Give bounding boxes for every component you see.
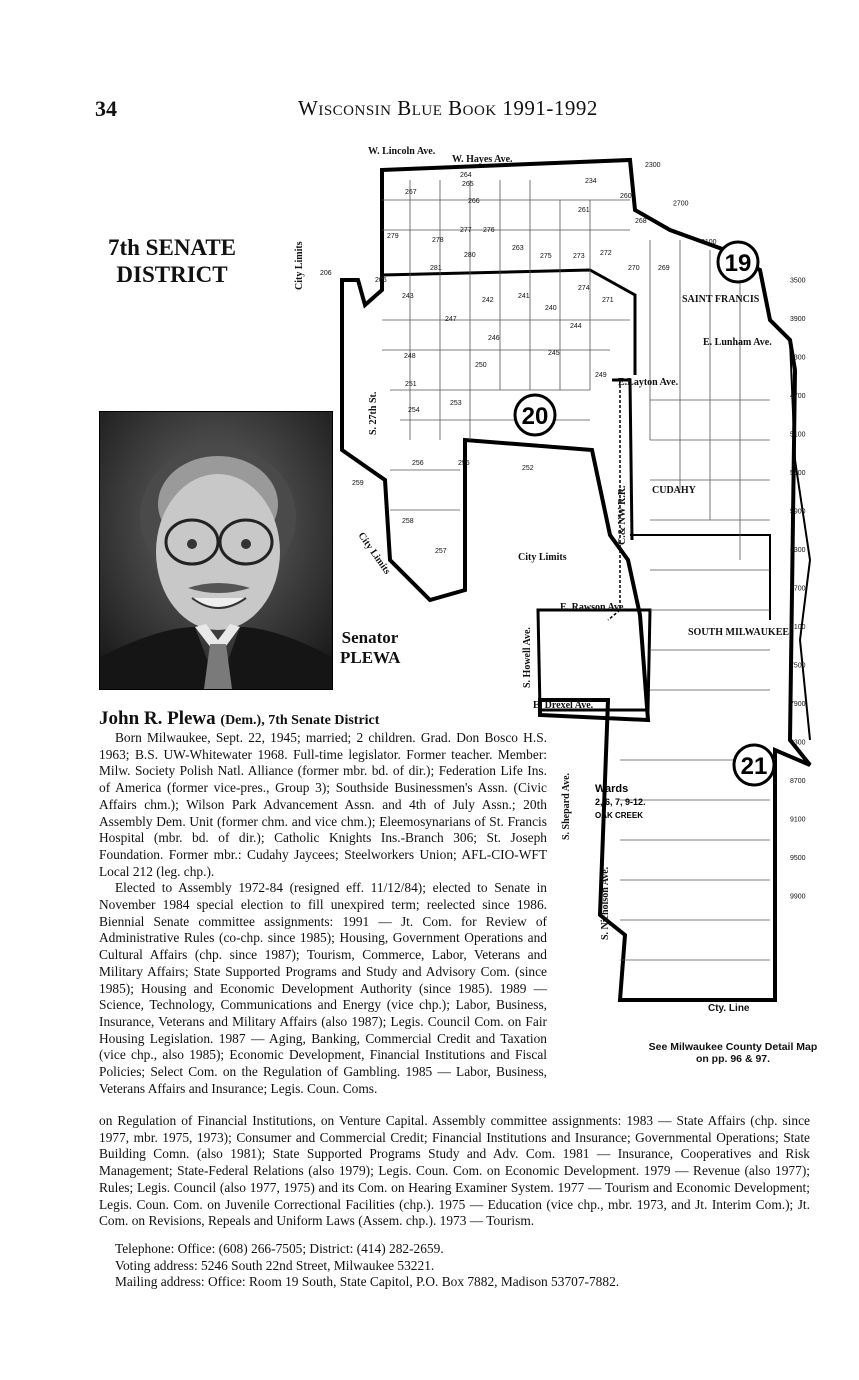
ward-number: 265 xyxy=(462,181,474,188)
street-label: S. 27th St. xyxy=(368,391,379,435)
grid-number: 3100 xyxy=(701,239,717,246)
city-line-label: Cty. Line xyxy=(708,1003,750,1014)
ward-number: 280 xyxy=(464,252,476,259)
street-label: W. Hayes Ave. xyxy=(452,154,513,165)
place-label: SOUTH MILWAUKEE xyxy=(688,627,790,638)
ward-number: 272 xyxy=(600,250,612,257)
ward-number: 264 xyxy=(460,172,472,179)
street-label: S. Howell Ave. xyxy=(522,627,533,688)
ward-number: 248 xyxy=(404,353,416,360)
voting-address: Voting address: 5246 South 22nd Street, Milwaukee 53221. xyxy=(115,1257,435,1273)
ward-number: 234 xyxy=(585,178,597,185)
ward-number: 252 xyxy=(522,465,534,472)
ward-number: 258 xyxy=(402,518,414,525)
grid-number: 9900 xyxy=(790,893,806,901)
ward-number: 253 xyxy=(450,400,462,407)
contact-info xyxy=(99,1241,810,1291)
ward-number: 260 xyxy=(620,193,632,200)
ward-number: 274 xyxy=(578,285,590,292)
ward-number: 273 xyxy=(573,253,585,260)
ward-number: 256 xyxy=(412,460,424,467)
ward-number: 281 xyxy=(430,265,442,272)
street-label: City Limits xyxy=(518,552,567,563)
ward-number: 279 xyxy=(387,233,399,240)
ward-number: 251 xyxy=(405,381,417,388)
street-label: E.Layton Ave. xyxy=(618,377,679,388)
street-label: S. Shepard Ave. xyxy=(561,772,572,840)
ward-number: 277 xyxy=(460,227,472,234)
ward-number: 244 xyxy=(570,323,582,330)
photo-caption-line1: Senator xyxy=(341,628,399,647)
grid-number: 4300 xyxy=(790,354,806,362)
place-label: CUDAHY xyxy=(652,485,696,496)
senator-name: John R. Plewa xyxy=(99,708,216,729)
bio-paragraph: Elected to Assembly 1972-84 (resigned eff. 11/12/84); elected to Senate in November 1984 special election to fill unexpired term; reelected since 1986. Biennial Senate committee assignments: 1991 — Jt. Com. for Review of Administrative Rules (co-chp. since 1985); Housing, Government Operations and Cultural Affairs (chp. since 1987); Tourism, Commerce, Labor, Veterans and Military Affairs; State Supported Programs and Study and Advisory Com. (since 1985); Housing and Economic Development Authority (since 1985). 1989 — Science, Technology, Communications and Energy (vice chp.); Labor, Business, Insurance, Veterans and Military Affairs (also 1987); Legis. Council Com. on Fair Housing Legislation. 1987 — Aging, Banking, Commercial Credit and Taxation (vice chp., also 1985); Economic Development, Financial Institutions and Fiscal Policies; Select Com. on the Regulation of Gambling. 1985 — Labor, Business, Veterans Affairs and Insurance; Legis. Coun. Coms. xyxy=(99,880,547,1096)
wards-place: OAK CREEK xyxy=(595,811,644,820)
street-label: City Limits xyxy=(355,530,393,577)
district-19-number: 19 xyxy=(724,250,752,277)
map-reference-note: See Milwaukee County Detail Map on pp. 96 & 97. xyxy=(648,1041,818,1065)
grid-number: 8700 xyxy=(790,778,806,785)
grid-number: 7500 xyxy=(790,662,806,670)
grid-number: 7100 xyxy=(790,624,806,631)
street-label: E. Lunham Ave. xyxy=(703,337,772,348)
street-label: W. Lincoln Ave. xyxy=(368,146,436,157)
ward-number: 247 xyxy=(445,316,457,323)
ward-number: 250 xyxy=(475,362,487,369)
street-label: City Limits xyxy=(294,241,305,290)
senator-name-heading xyxy=(99,708,379,730)
ward-number: 269 xyxy=(658,265,670,272)
grid-number: 5100 xyxy=(790,431,806,439)
bio-continuation xyxy=(99,1113,810,1230)
street-label: E. Drexel Ave. xyxy=(533,700,594,711)
ward-number: 249 xyxy=(595,372,607,379)
ward-number: 263 xyxy=(512,245,524,252)
ward-number: 276 xyxy=(483,227,495,234)
district-title-line1: 7th SENATE xyxy=(107,235,237,260)
wards-legend xyxy=(595,783,646,820)
ward-number: 275 xyxy=(540,253,552,260)
street-label: S. Nicholson Ave. xyxy=(600,866,611,940)
grid-number: 6700 xyxy=(790,585,806,593)
street-label: E. Rawson Ave. xyxy=(560,602,626,613)
bio-column xyxy=(99,730,547,1097)
bio-paragraph: Born Milwaukee, Sept. 22, 1945; married; 2 children. Grad. Don Bosco H.S. 1963; B.S. UW-Whitewater 1968. Full-time legislator. Former teacher. Member: Milw. Society Polish Natl. Alliance (former mbr. bd. of dir.); Federation Life Ins. of America (former vice-pres., Group 3); Southside Businessmen's Assn. (Civic Affairs chm.); Wilson Park Advancement Assn. and 4th of July Assn.; 20th Assembly Dem. Unit (former chm. and vice chm.); Eleemosynarians of St. Francis Hospital (mbr. bd. of dir.); Catholic Knights Ins.-Branch 306; St. Joseph Foundation. Former mbr.: Cudahy Jaycees; Steelworkers Union; AFL-CIO-WFT Local 212 (leg. chp.). xyxy=(99,730,547,879)
district-title xyxy=(97,234,247,288)
district-21-number: 21 xyxy=(740,753,768,780)
district-marker-20 xyxy=(515,395,555,435)
grid-number: 5900 xyxy=(790,508,806,516)
grid-number: 8300 xyxy=(790,739,806,747)
book-title: Wisconsin Blue Book 1991-1992 xyxy=(298,96,598,120)
district-marker-19 xyxy=(718,242,758,282)
grid-number: 2300 xyxy=(645,162,661,169)
district-marker-21 xyxy=(734,745,774,785)
photo-caption-line2: PLEWA xyxy=(340,648,401,667)
ward-number: 245 xyxy=(548,350,560,357)
grid-number: 2700 xyxy=(673,200,689,208)
page-number: 34 xyxy=(95,96,117,121)
ward-number: 259 xyxy=(352,480,364,487)
grid-number: 4700 xyxy=(790,393,806,400)
grid-number: 6300 xyxy=(790,547,806,554)
ward-number: 254 xyxy=(408,407,420,414)
grid-number: 5500 xyxy=(790,470,806,477)
wards-list: 2, 6, 7, 9-12. xyxy=(595,797,646,807)
ward-number: 206 xyxy=(320,270,332,277)
telephone: Telephone: Office: (608) 266-7505; District: (414) 282-2659. xyxy=(115,1241,444,1256)
ward-number: 257 xyxy=(435,548,447,555)
street-label: C.& NW R.R. xyxy=(617,485,628,545)
grid-number: 7900 xyxy=(790,701,806,708)
ward-number: 242 xyxy=(482,297,494,304)
grid-number: 3500 xyxy=(790,277,806,285)
ward-number: 243 xyxy=(402,293,414,300)
ward-number: 246 xyxy=(488,335,500,342)
ward-number: 205 xyxy=(375,277,387,284)
place-label: SAINT FRANCIS xyxy=(682,294,760,305)
ward-number: 261 xyxy=(578,207,590,214)
grid-number: 3900 xyxy=(790,316,806,323)
ward-number: 240 xyxy=(545,305,557,312)
ward-number: 270 xyxy=(628,265,640,272)
ward-number: 255 xyxy=(458,460,470,467)
grid-number: 9500 xyxy=(790,855,806,862)
district-20-number: 20 xyxy=(521,403,549,430)
ward-number: 278 xyxy=(432,237,444,244)
ward-number: 266 xyxy=(468,198,480,205)
district-title-line2: DISTRICT xyxy=(116,262,228,287)
ward-number: 271 xyxy=(602,297,614,304)
ward-number: 267 xyxy=(405,189,417,196)
senator-party: (Dem.), 7th Senate District xyxy=(220,713,380,728)
mailing-address: Mailing address: Office: Room 19 South, State Capitol, P.O. Box 7882, Madison 53707-7882. xyxy=(115,1274,620,1290)
grid-number: 9100 xyxy=(790,816,806,824)
ward-number: 268 xyxy=(635,218,647,225)
ward-number: 241 xyxy=(518,293,530,300)
bio-paragraph: on Regulation of Financial Institutions, on Venture Capital. Assembly committee assignments: 1983 — State Affairs (chp. since 1977, mbr. 1975, 1973); Consumer and Commercial Credit; Financial Institutions and Insurance; Governmental Operations; State Building Comn. (also 1981); State Supported Programs Study and Adv. Com. 1981 — Insurance, Cooperatives and Risk Management; State-Federal Relations (also 1979); Legis. Coun. Com. on Economic Development. 1979 — Revenue (also 1977); Rules; Legis. Council (also 1977, 1975) and its Com. on Hearing Examiner System. 1977 — Tourism and Economic Development; Legis. Coun. Com. on Juvenile Correctional Facilities (chp.). 1975 — Education (vice chp., mbr. 1973, and Jt. Interim Com.); Jt. Com. on Revisions, Repeals and Uniform Laws (Assem. chp.). 1973 — Tourism. xyxy=(99,1113,810,1229)
wards-label: Wards xyxy=(595,783,629,795)
